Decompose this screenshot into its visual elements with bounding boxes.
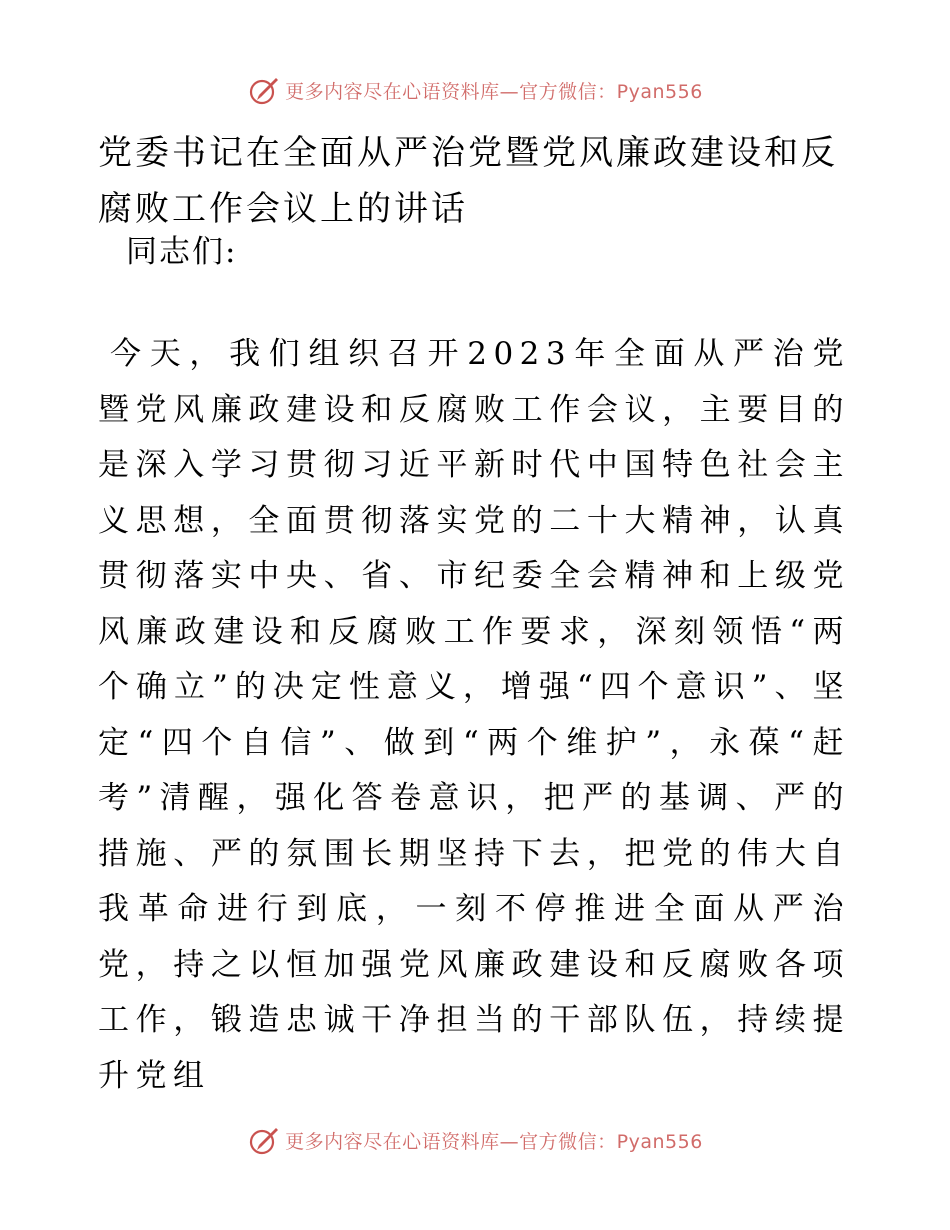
greeting: 同志们: bbox=[126, 234, 238, 270]
watermark-text: 更多内容尽在心语资料库—官方微信：Pyan556 bbox=[285, 1130, 703, 1153]
quill-pen-circle-icon bbox=[247, 73, 281, 107]
body-paragraph: 今天，我们组织召开2023年全面从严治党暨党风廉政建设和反腐败工作会议，主要目的是深入学习贯彻习近平新时代中国特色社会主义思想，全面贯彻落实党的二十大精神，认真贯彻落实中央、省、市纪委全会精神和上级党风廉政建设和反腐败工作要求，深刻领悟“两个确立”的决定性意义，增强“四个意识”、坚定“四个自信”、做到“两个维护”，永葆“赶考”清醒，强化答卷意识，把严的基调、严的措施、严的氛围长期坚持下去，把党的伟大自我革命进行到底，一刻不停推进全面从严治党，持之以恒加强党风廉政建设和反腐败各项工作，锻造忠诚干净担当的干部队伍，持续提升党组 bbox=[98, 336, 850, 1094]
header-watermark bbox=[0, 68, 950, 112]
footer-watermark bbox=[0, 1118, 950, 1162]
quill-pen-circle-icon bbox=[247, 1123, 281, 1157]
document-title: 党委书记在全面从严治党暨党风廉政建设和反腐败工作会议上的讲话 bbox=[98, 133, 838, 229]
watermark-text: 更多内容尽在心语资料库—官方微信：Pyan556 bbox=[285, 80, 703, 103]
